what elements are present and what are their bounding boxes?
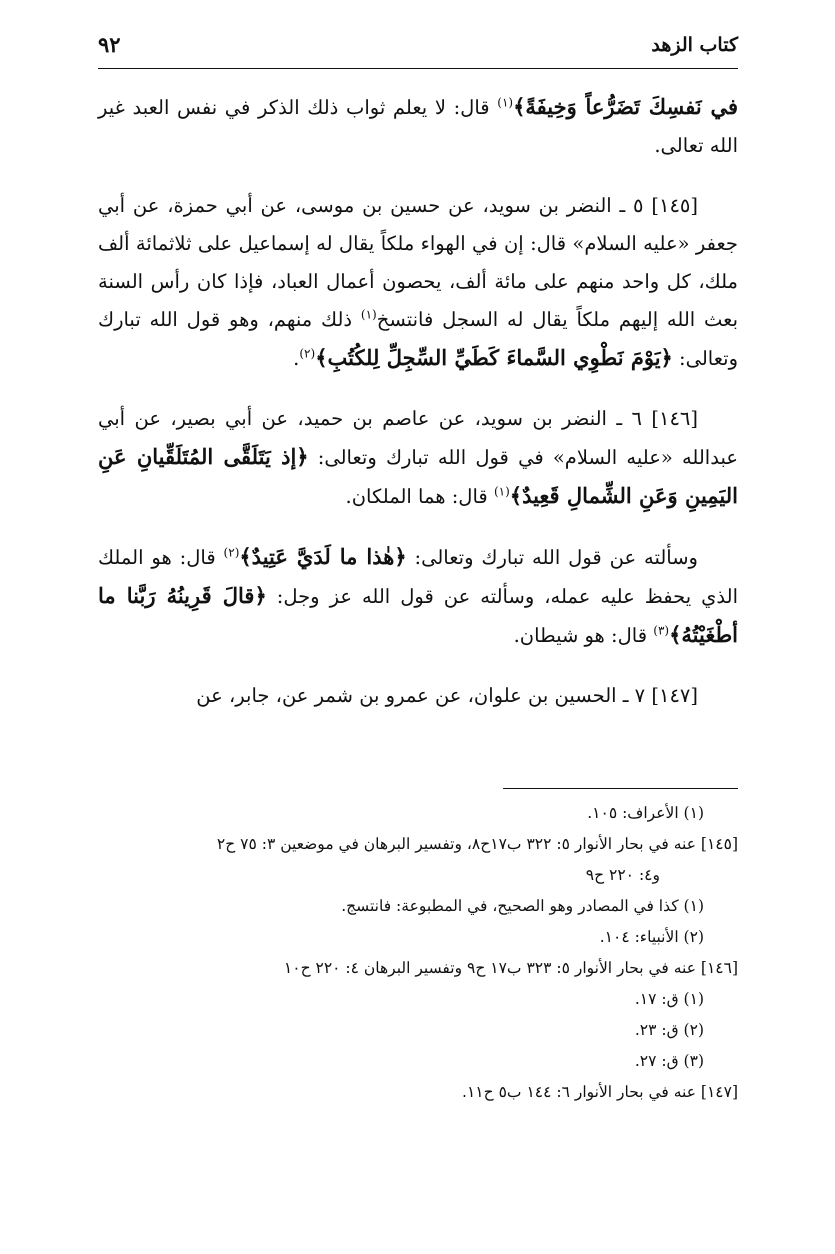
footnote-ref: (٣) [653, 623, 670, 638]
paragraph [98, 88, 738, 165]
running-title: كتاب الزهد [651, 34, 738, 56]
paragraph-text: قال: هو شيطان. [513, 624, 654, 647]
footnote-ref: (١) [360, 307, 377, 322]
paragraph-text: وسألته عن قول الله تبارك وتعالى: [406, 546, 698, 569]
paragraph-text: ذلك منهم، وهو قول الله تبارك وتعالى: [98, 308, 738, 370]
footnote-line: [١٤٧] عنه في بحار الأنوار ٦: ١٤٤ ب٥ ح١١. [462, 1083, 738, 1101]
paragraph-text: [١٤٥] ٥ ـ النضر بن سويد، عن حسين بن موسى، عن أبي حمزة، عن أبي جعفر «عليه السلام» قال: إن في الهواء ملكاً يقال له إسماعيل على ثلاثمائة ألف ملك، كل واحد منهم على مائة ألف، يحصون أعمال العباد، فإذا كان رأس السنة بعث الله إليهم ملكاً يقال له السجل فانتسخ [98, 194, 738, 331]
footnote-ref: (٢) [299, 346, 316, 361]
footnote-ref: (١) [493, 484, 510, 499]
quran-verse: ﴿إذ يَتَلَقَّى المُتَلَقِّيانِ عَنِ اليَمِينِ وَعَنِ الشِّمالِ قَعِيدٌ﴾ [98, 444, 738, 508]
footnote-separator [503, 788, 738, 789]
paragraph [98, 187, 738, 378]
footnotes [98, 798, 738, 1108]
footnote-line: (٢) الأنبياء: ١٠٤. [599, 928, 704, 946]
footnote-line: [١٤٦] عنه في بحار الأنوار ٥: ٣٢٣ ب١٧ ح٩ وتفسير البرهان ٤: ٢٢٠ ح١٠ [283, 959, 738, 977]
paragraph-text: قال: هما الملكان. [345, 485, 494, 508]
footnote-line: (١) الأعراف: ١٠٥. [587, 804, 704, 822]
footnote-ref: (٢) [223, 545, 240, 560]
quran-verse: ﴿يَوْمَ نَطْوِي السَّماءَ كَطَيِّ السِّجِلِّ لِلكُتُبِ﴾ [315, 345, 673, 370]
paragraph-text: قال: هو الملك الذي يحفظ عليه عمله، وسألته عن قول الله عز وجل: [98, 546, 738, 608]
footnote-line: (٢) ق: ٢٣. [634, 1021, 704, 1039]
quran-verse: في نَفسِكَ تَضَرُّعاً وَخِيفَةً﴾ [513, 94, 739, 119]
footnote-line: [١٤٥] عنه في بحار الأنوار ٥: ٣٢٢ ب١٧ح٨، وتفسير البرهان في موضعين ٣: ٧٥ ح٢ [216, 835, 738, 853]
paragraph-text: [١٤٧] ٧ ـ الحسين بن علوان، عن عمرو بن شمر عن، جابر، عن [196, 684, 698, 707]
paragraph [98, 677, 738, 715]
footnote-line: (٣) ق: ٢٧. [634, 1052, 704, 1070]
paragraph [98, 400, 738, 516]
paragraph [98, 538, 738, 655]
main-text [98, 88, 738, 737]
page-header [98, 28, 738, 69]
footnote-line: (١) ق: ١٧. [634, 990, 704, 1008]
footnote-ref: (١) [497, 95, 514, 110]
quran-verse: ﴿هٰذا ما لَدَيَّ عَتِيدٌ﴾ [239, 544, 407, 569]
footnote-line: (١) كذا في المصادر وهو الصحيح، في المطبوعة: فانتسج. [341, 897, 704, 915]
paragraph-text: قال: لا يعلم ثواب ذلك الذكر في نفس العبد غير الله تعالى. [98, 96, 738, 157]
page-number: ٩٢ [98, 32, 121, 57]
footnote-line: و٤: ٢٢٠ ح٩ [585, 866, 660, 884]
paragraph-text: [١٤٦] ٦ ـ النضر بن سويد، عن عاصم بن حميد، عن أبي بصير، عن أبي عبدالله «عليه السلام» في قول الله تبارك وتعالى: [98, 407, 738, 469]
quran-verse: ﴿قالَ قَرِينُهُ رَبَّنا ما أطْغَيْتُهُ﴾ [98, 583, 738, 647]
paragraph-text: . [293, 347, 300, 370]
